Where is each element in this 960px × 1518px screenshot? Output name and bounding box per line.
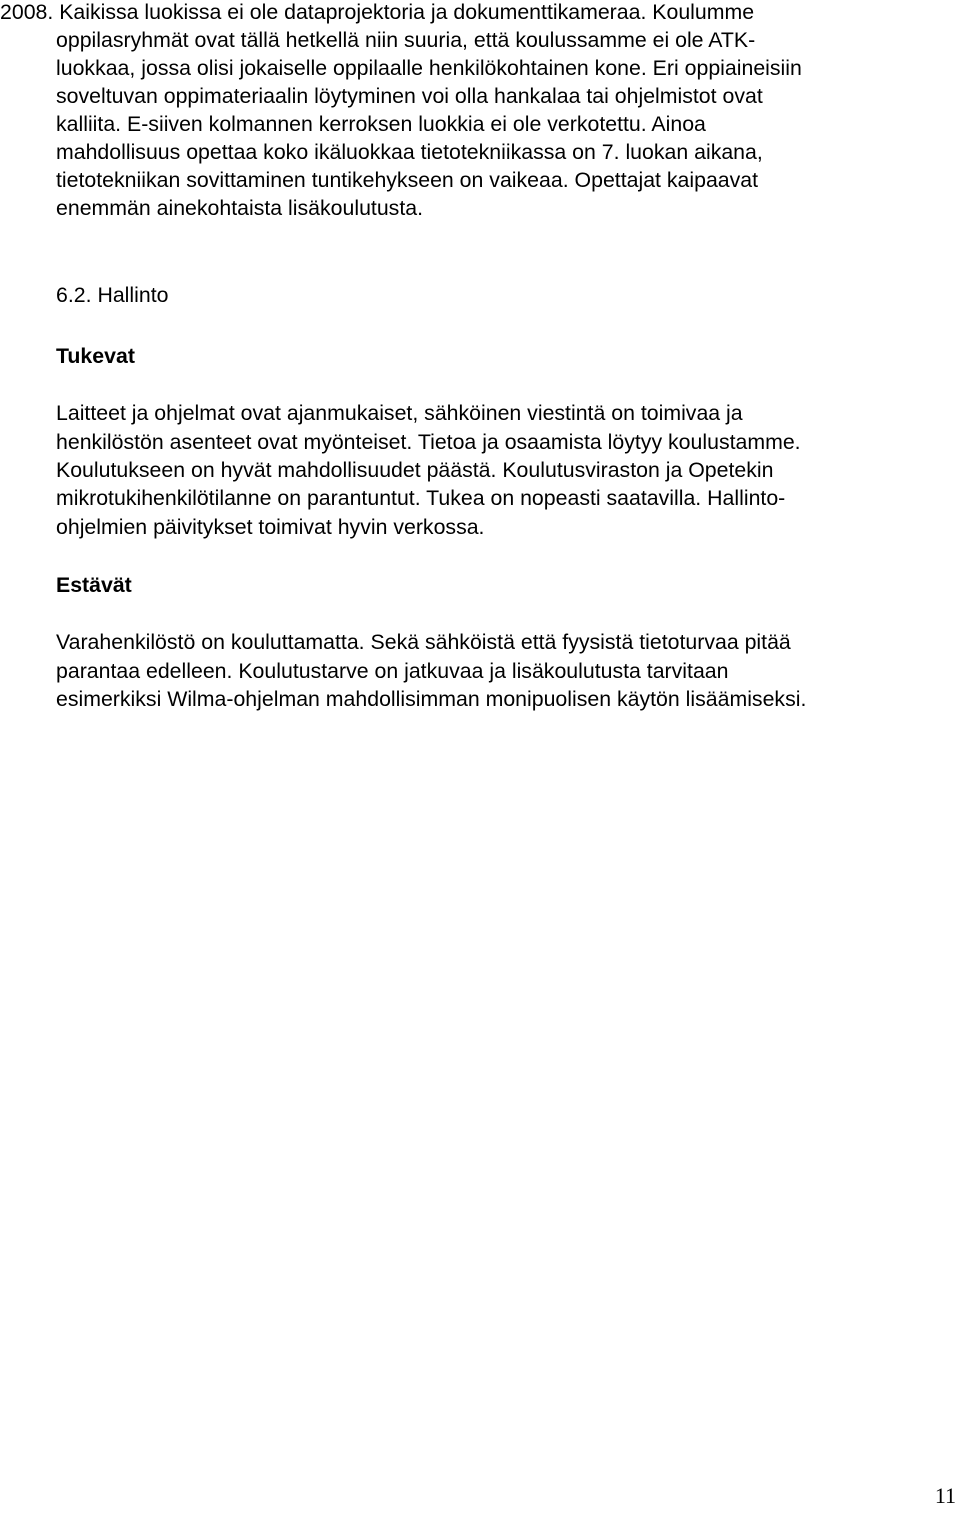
text-line: luokkaa, jossa olisi jokaiselle oppilaalle henkilökohtainen kone. Eri oppiaineisiin bbox=[56, 56, 802, 80]
text-line: soveltuvan oppimateriaalin löytyminen voi olla hankalaa tai ohjelmistot ovat bbox=[56, 84, 763, 108]
text-line: Koulutukseen on hyvät mahdollisuudet päästä. Koulutusviraston ja Opetekin bbox=[56, 458, 774, 482]
text-line: 2008. Kaikissa luokissa ei ole dataprojektoria ja dokumenttikameraa. Koulumme bbox=[0, 0, 755, 24]
text-line: Varahenkilöstö on kouluttamatta. Sekä sähköistä että fyysistä tietoturvaa pitää bbox=[56, 630, 791, 654]
text-line: esimerkiksi Wilma-ohjelman mahdollisimman monipuolisen käytön lisäämiseksi. bbox=[56, 687, 807, 711]
text-line: kalliita. E-siiven kolmannen kerroksen luokkia ei ole verkotettu. Ainoa bbox=[56, 112, 706, 136]
text-line: ohjelmien päivitykset toimivat hyvin verkossa. bbox=[56, 515, 485, 539]
strengths-heading: Tukevat bbox=[56, 344, 135, 368]
text-line: Laitteet ja ohjelmat ovat ajanmukaiset, sähköinen viestintä on toimivaa ja bbox=[56, 401, 743, 425]
text-line: mahdollisuus opettaa koko ikäluokkaa tietotekniikassa on 7. luokan aikana, bbox=[56, 140, 763, 164]
page-number: 11 bbox=[934, 1483, 956, 1508]
obstacles-heading: Estävät bbox=[56, 573, 132, 597]
text-line: parantaa edelleen. Koulutustarve on jatkuvaa ja lisäkoulutusta tarvitaan bbox=[56, 659, 729, 683]
text-line: mikrotukihenkilötilanne on parantuntut. Tukea on nopeasti saatavilla. Hallinto- bbox=[56, 486, 786, 510]
text-line: oppilasryhmät ovat tällä hetkellä niin suuria, että koulussamme ei ole ATK- bbox=[56, 28, 756, 52]
text-line: henkilöstön asenteet ovat myönteiset. Tietoa ja osaamista löytyy koulustamme. bbox=[56, 430, 801, 454]
section-heading: 6.2. Hallinto bbox=[56, 283, 169, 307]
text-line: enemmän ainekohtaista lisäkoulutusta. bbox=[56, 196, 423, 220]
text-line: tietotekniikan sovittaminen tuntikehykseen on vaikeaa. Opettajat kaipaavat bbox=[56, 168, 759, 192]
